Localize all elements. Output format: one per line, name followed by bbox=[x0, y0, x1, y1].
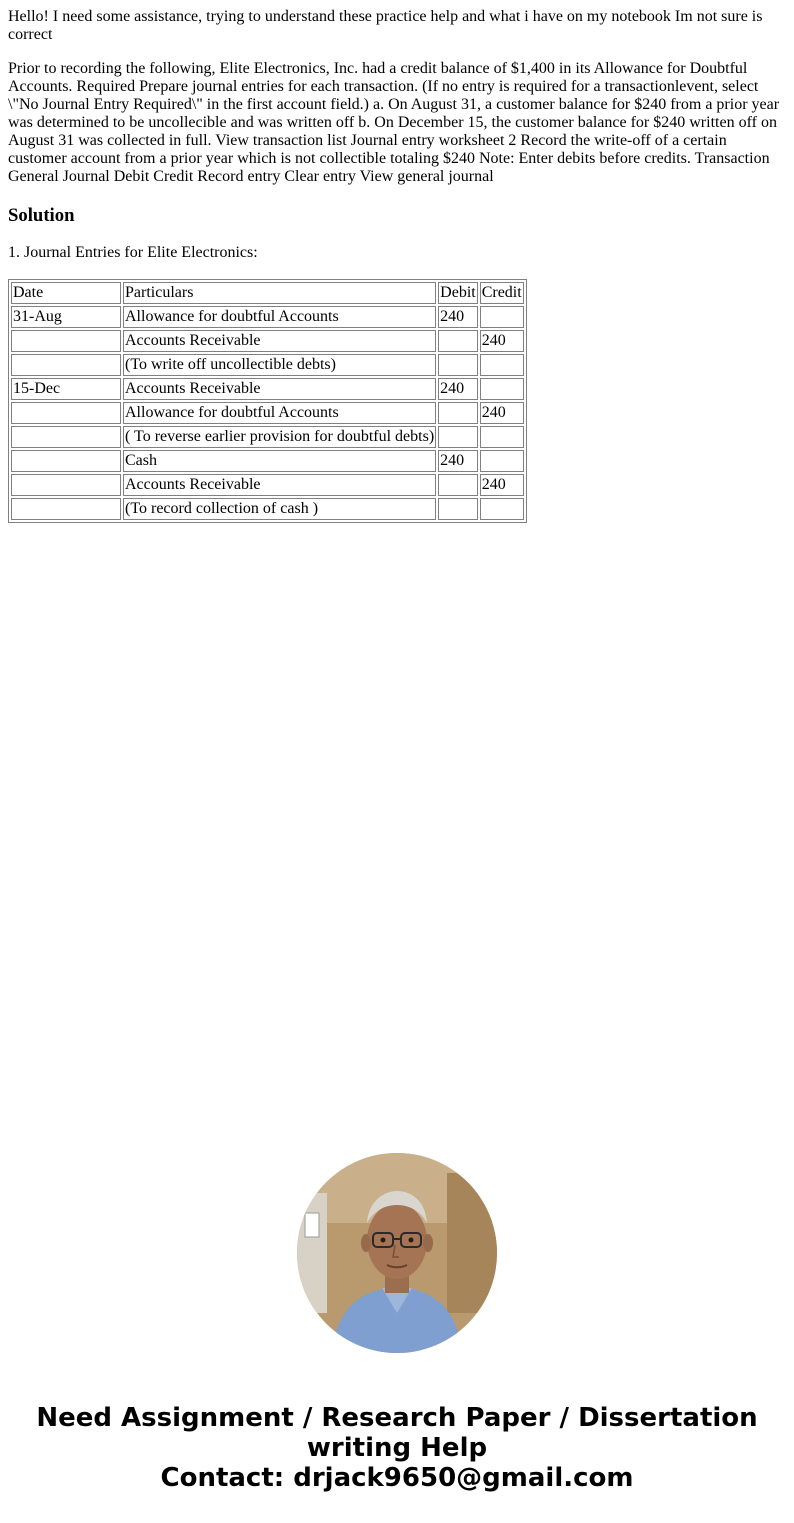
table-row bbox=[11, 306, 524, 328]
table-header-row bbox=[11, 282, 524, 304]
cell-date: 31-Aug bbox=[11, 306, 121, 328]
problem-statement: Prior to recording the following, Elite Electronics, Inc. had a credit balance of $1,400 in its Allowance for Doubtful Accounts. Required Prepare journal entries for each transaction. (If no entry is required for a transactionlevent, select \"No Journal Entry Required\" in the first account field.) a. On August 31, a customer balance for $240 from a prior year was determined to be uncollecible and was written off b. On December 15, the customer balance for $240 written off on August 31 was collected in full. View transaction list Journal entry worksheet 2 Record the write-off of a certain customer account from a prior year which is not collectible totaling $240 Note: Enter debits before credits. Transaction General Journal Debit Credit Record entry Clear entry View general journal bbox=[8, 60, 780, 185]
solution-heading: Solution bbox=[8, 205, 75, 226]
avatar bbox=[297, 1153, 497, 1353]
banner-line-2: writing Help bbox=[306, 1433, 488, 1463]
cell-particulars: (To write off uncollectible debts) bbox=[123, 354, 436, 376]
cell-date bbox=[11, 354, 121, 376]
journal-entries-table bbox=[8, 279, 527, 523]
table-row bbox=[11, 402, 524, 424]
cell-debit: 240 bbox=[438, 450, 478, 472]
cell-particulars: Allowance for doubtful Accounts bbox=[123, 402, 436, 424]
banner-line-1: Need Assignment / Research Paper / Dissertation bbox=[36, 1403, 758, 1433]
table-row bbox=[11, 378, 524, 400]
cell-particulars: Cash bbox=[123, 450, 436, 472]
cell-debit bbox=[438, 330, 478, 352]
cell-credit bbox=[480, 450, 524, 472]
cell-credit bbox=[480, 306, 524, 328]
cell-credit bbox=[480, 498, 524, 520]
header-particulars: Particulars bbox=[123, 282, 436, 304]
cell-debit bbox=[438, 498, 478, 520]
cell-particulars: (To record collection of cash ) bbox=[123, 498, 436, 520]
cell-particulars: Allowance for doubtful Accounts bbox=[123, 306, 436, 328]
tutor-portrait-image bbox=[297, 1153, 497, 1353]
cell-date bbox=[11, 426, 121, 448]
header-debit: Debit bbox=[438, 282, 478, 304]
cell-date bbox=[11, 330, 121, 352]
cell-date bbox=[11, 402, 121, 424]
cell-debit bbox=[438, 474, 478, 496]
cell-date bbox=[11, 474, 121, 496]
cell-debit: 240 bbox=[438, 306, 478, 328]
cell-date bbox=[11, 450, 121, 472]
cell-credit bbox=[480, 378, 524, 400]
promo-banner bbox=[0, 1403, 794, 1493]
cell-credit: 240 bbox=[480, 402, 524, 424]
page-content bbox=[8, 8, 786, 523]
table-row bbox=[11, 498, 524, 520]
table-row bbox=[11, 474, 524, 496]
cell-particulars: ( To reverse earlier provision for doubtful debts) bbox=[123, 426, 436, 448]
cell-date: 15-Dec bbox=[11, 378, 121, 400]
cell-credit bbox=[480, 354, 524, 376]
cell-debit bbox=[438, 354, 478, 376]
cell-credit bbox=[480, 426, 524, 448]
table-row bbox=[11, 426, 524, 448]
table-row bbox=[11, 354, 524, 376]
cell-particulars: Accounts Receivable bbox=[123, 474, 436, 496]
cell-particulars: Accounts Receivable bbox=[123, 330, 436, 352]
cell-credit: 240 bbox=[480, 474, 524, 496]
solution-intro: 1. Journal Entries for Elite Electronics: bbox=[8, 244, 258, 261]
cell-credit: 240 bbox=[480, 330, 524, 352]
cell-date bbox=[11, 498, 121, 520]
cell-debit: 240 bbox=[438, 378, 478, 400]
table-row bbox=[11, 330, 524, 352]
header-credit: Credit bbox=[480, 282, 524, 304]
banner-contact-line: Contact: drjack9650@gmail.com bbox=[160, 1463, 634, 1493]
question-text: Hello! I need some assistance, trying to understand these practice help and what i have on my notebook Im not sure is correct bbox=[8, 8, 763, 43]
cell-debit bbox=[438, 402, 478, 424]
table-row bbox=[11, 450, 524, 472]
header-date: Date bbox=[11, 282, 121, 304]
cell-particulars: Accounts Receivable bbox=[123, 378, 436, 400]
cell-debit bbox=[438, 426, 478, 448]
